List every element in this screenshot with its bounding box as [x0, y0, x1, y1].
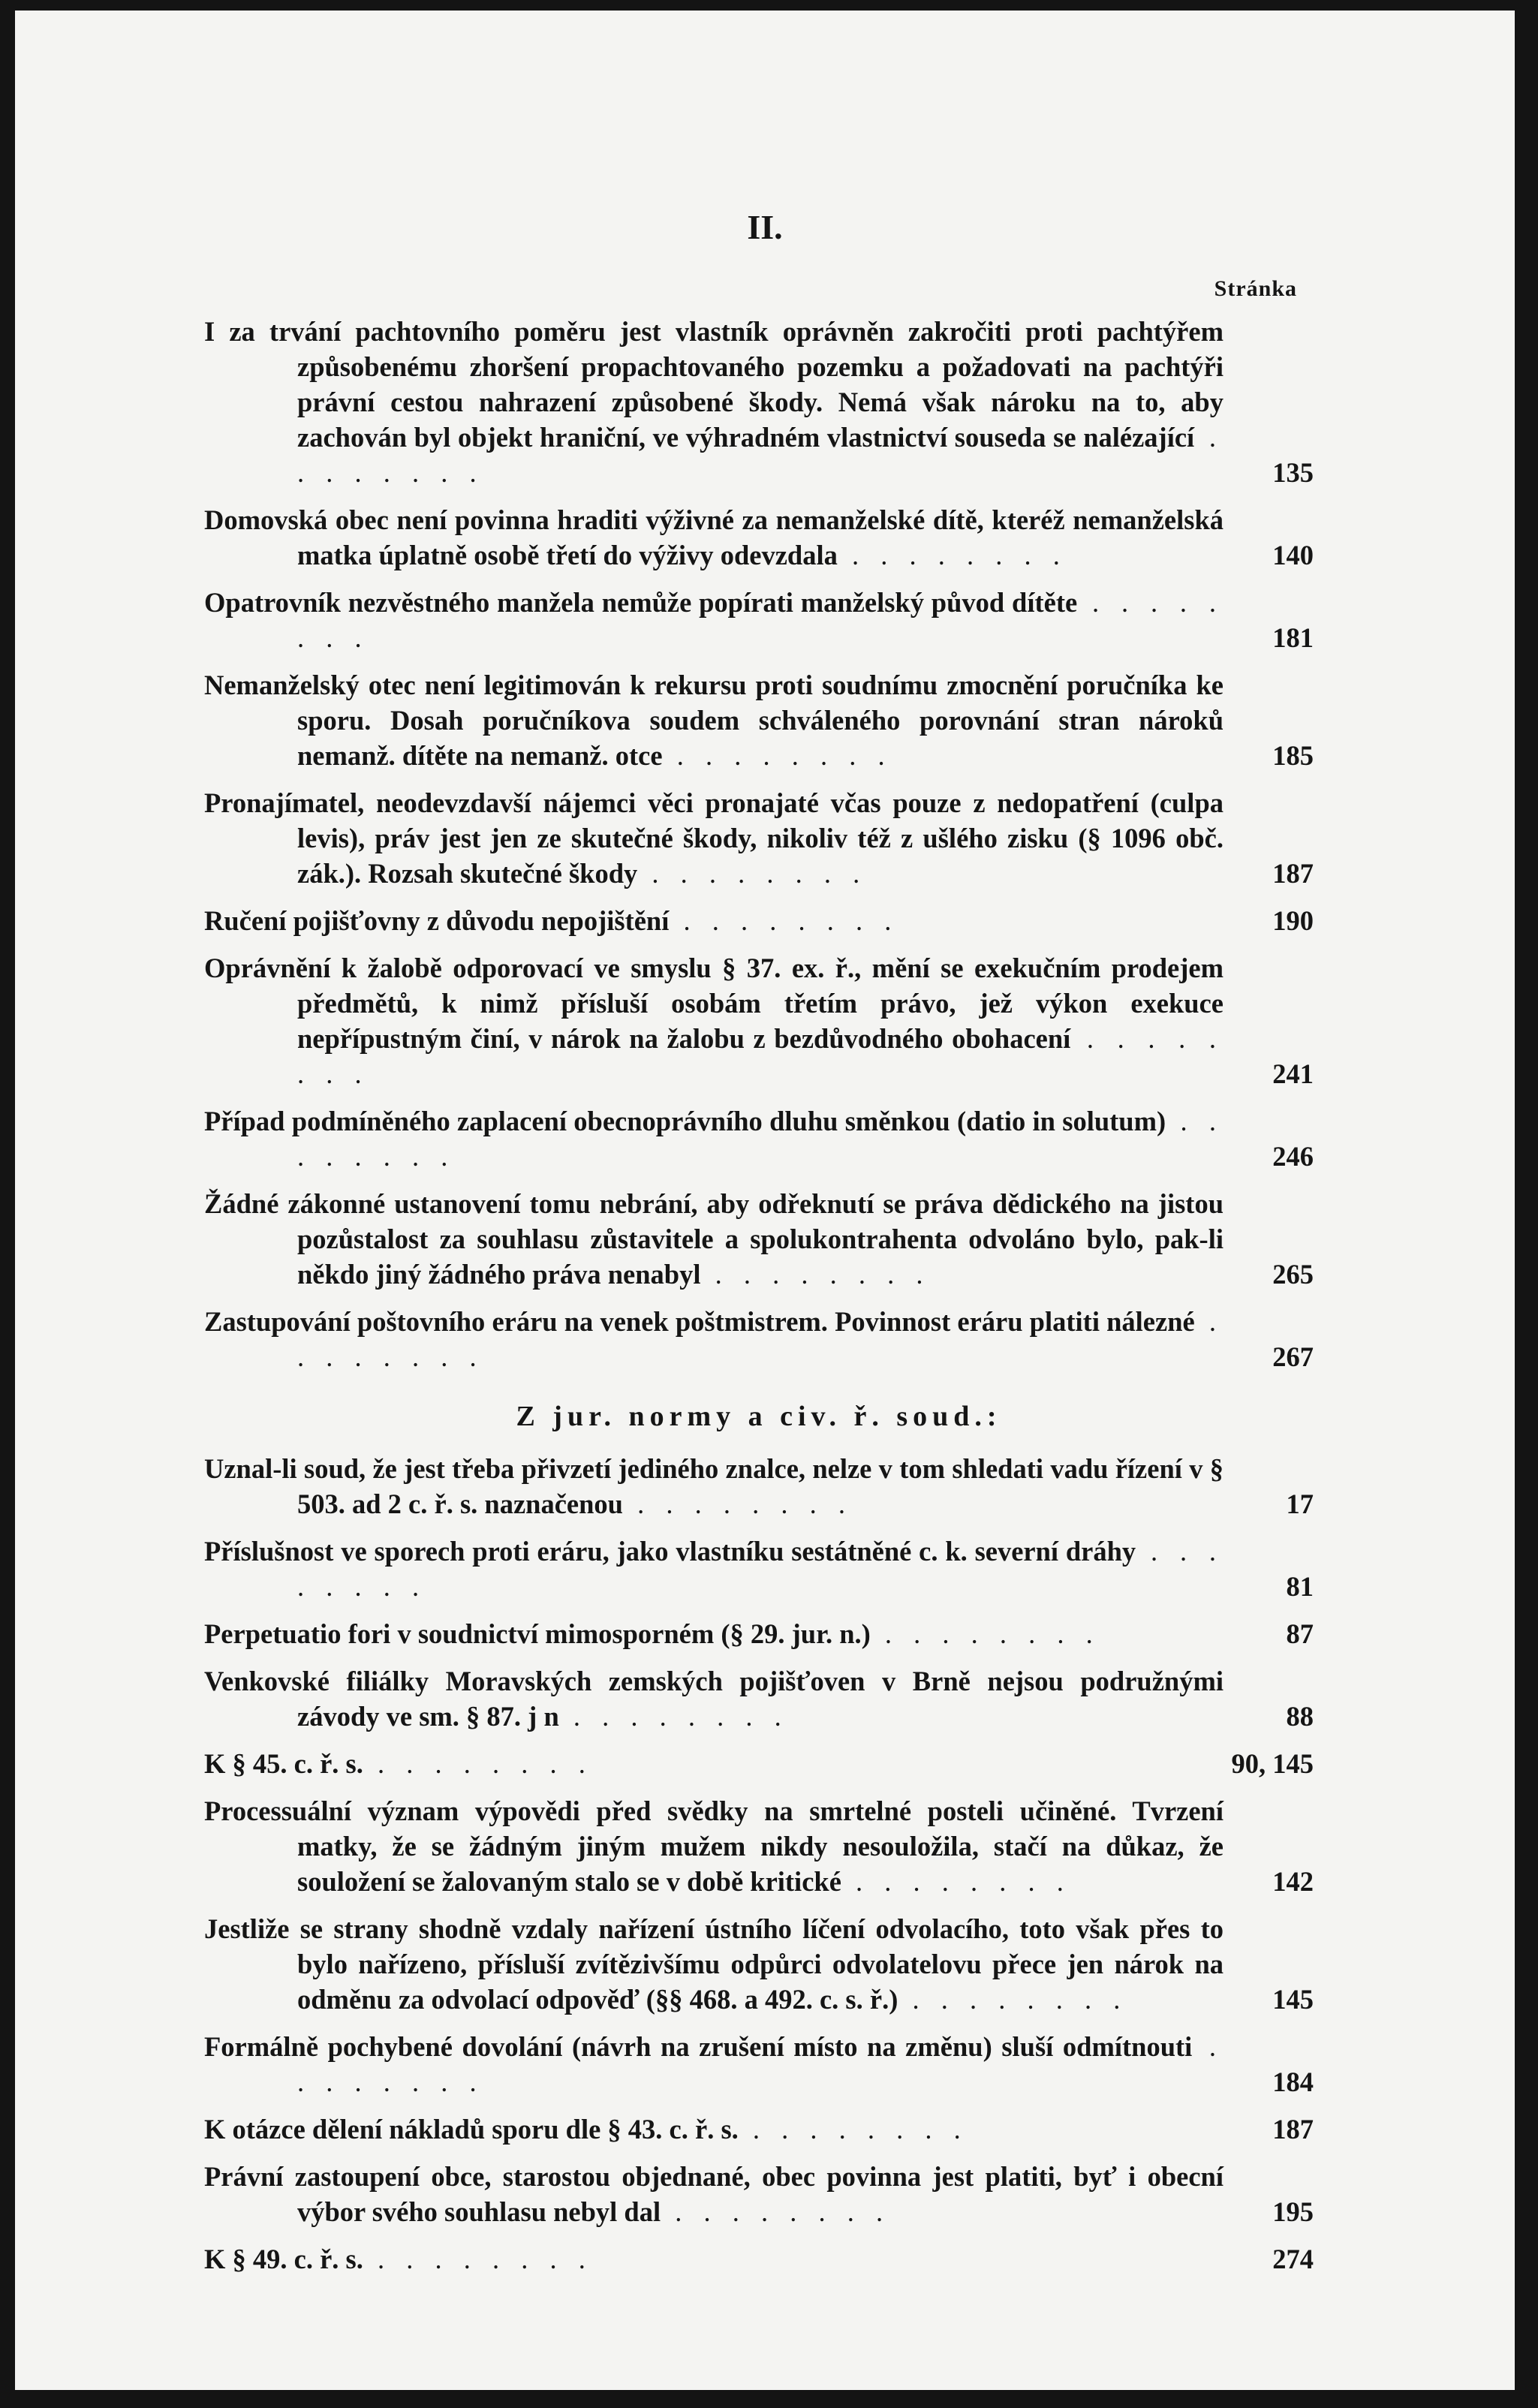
leader-dots: . . . . . . . . — [738, 2114, 968, 2145]
leader-dots: . . . . . . . . — [837, 540, 1067, 570]
leader-dots: . . . . . . . . — [297, 587, 1223, 653]
toc-page-number: 195 — [1272, 2196, 1314, 2227]
page-heading: II. — [747, 208, 783, 246]
toc-page-number: 187 — [1272, 2114, 1314, 2145]
toc-list-procedure — [204, 1451, 1314, 2277]
leader-dots: . . . . . . . . — [297, 1306, 1223, 1372]
section-heading: Z jur. normy a civ. ř. soud.: — [516, 1401, 1002, 1432]
toc-entry-text: Jestliže se strany shodně vzdaly nařízení ústního líčení odvolacího, toto však přes to bylo nařízeno, přísluší zvítězivšímu odpůrci odvolatelovu přece jen nárok na odměnu za odvolací odpověď (§§ 468. a 492. c. s. ř.) . . . . . . . . — [204, 1913, 1223, 2015]
leader-dots: . . . . . . . . — [700, 1259, 931, 1290]
toc-entry-text: Opatrovník nezvěstného manžela nemůže popírati manželský původ dítěte . . . . . . . . — [204, 587, 1223, 653]
toc-page-number: 135 — [1272, 457, 1314, 488]
table-of-contents — [204, 314, 1314, 2289]
toc-page-number: 265 — [1272, 1259, 1314, 1290]
toc-page-number: 88 — [1286, 1701, 1314, 1732]
toc-entry — [204, 1616, 1314, 1651]
toc-entry-text: Právní zastoupení obce, starostou objednané, obec povinna jest platiti, byť i obecní výbor svého souhlasu nebyl dal . . . . . . . . — [204, 2161, 1223, 2227]
leader-dots: . . . . . . . . — [662, 740, 892, 771]
toc-page-number: 140 — [1272, 540, 1314, 570]
toc-page-number: 241 — [1272, 1058, 1314, 1089]
toc-entry — [204, 785, 1314, 891]
toc-entry — [204, 2241, 1314, 2277]
toc-page-number: 17 — [1286, 1488, 1314, 1519]
toc-entry-text: Processuální význam výpovědi před svědky na smrtelné posteli učiněné. Tvrzení matky, že se žádným jiným mužem nikdy nesouložila, stačí na důkaz, že souložení se žalovaným stalo se v době kritické . . . . . . . . — [204, 1795, 1223, 1897]
toc-page-number: 87 — [1286, 1618, 1314, 1649]
toc-entry-text: K otázce dělení nákladů sporu dle § 43. c. ř. s. . . . . . . . . — [204, 2114, 968, 2145]
toc-entry-text: K § 49. c. ř. s. . . . . . . . . — [204, 2244, 593, 2274]
toc-entry — [204, 1451, 1314, 1522]
toc-page-number: 190 — [1272, 905, 1314, 936]
leader-dots: . . . . . . . . — [841, 1866, 1071, 1897]
leader-dots: . . . . . . . . — [297, 422, 1223, 488]
toc-entry — [204, 903, 1314, 938]
toc-entry — [204, 667, 1314, 773]
toc-list-general — [204, 314, 1314, 1374]
toc-entry-text: Perpetuatio fori v soudnictví mimosporném (§ 29. jur. n.) . . . . . . . . — [204, 1618, 1100, 1649]
toc-entry-text: Venkovské filiálky Moravských zemských pojišťoven v Brně nejsou podružnými závody ve sm. § 87. j n . . . . . . . . — [204, 1666, 1223, 1732]
book-page — [15, 11, 1515, 2390]
toc-entry-text: Pronajímatel, neodevzdavší nájemci věci pronajaté včas pouze z nedopatření (culpa levis), práv jest jen ze skutečné škody, nikoliv též z ušlého zisku (§ 1096 obč. zák.). Rozsah skutečné škody . . . . . . . . — [204, 787, 1223, 889]
toc-page-number: 187 — [1272, 858, 1314, 889]
toc-page-number: 142 — [1272, 1866, 1314, 1897]
toc-page-number: 181 — [1272, 622, 1314, 653]
toc-page-number: 246 — [1272, 1141, 1314, 1172]
toc-page-number: 90, 145 — [1231, 1748, 1314, 1779]
toc-entry-text: Příslušnost ve sporech proti eráru, jako vlastníku sestátněné c. k. severní dráhy . . . . . . . . — [204, 1536, 1224, 1602]
leader-dots: . . . . . . . . — [297, 1106, 1223, 1172]
toc-entry — [204, 1304, 1314, 1374]
toc-entry — [204, 1186, 1314, 1292]
toc-entry-text: Oprávnění k žalobě odporovací ve smyslu § 37. ex. ř., mění se exekučním prodejem předmětů, k nimž přísluší osobám třetím právo, jež výkon exekuce nepřípustným činí, v nárok na žalobu z bezdůvodného obohacení . . . . . . . . — [204, 953, 1223, 1089]
toc-entry-text: Formálně pochybené dovolání (návrh na zrušení místo na změnu) sluší odmítnouti . . . . . . . . — [204, 2031, 1224, 2097]
toc-entry-text: Žádné zákonné ustanovení tomu nebrání, aby odřeknutí se práva dědického na jistou pozůstalost za souhlasu zůstavitele a spolukontrahenta odvoláno bylo, pak-li někdo jiný žádného práva nenabyl . . . . . . . . — [204, 1188, 1223, 1290]
toc-entry — [204, 1534, 1314, 1604]
toc-entry — [204, 314, 1314, 490]
toc-entry — [204, 585, 1314, 655]
leader-dots: . . . . . . . . — [558, 1701, 789, 1732]
leader-dots: . . . . . . . . — [669, 905, 899, 936]
toc-page-number: 274 — [1272, 2244, 1314, 2274]
toc-page-number: 267 — [1272, 1341, 1314, 1372]
toc-entry — [204, 1911, 1314, 2017]
toc-entry-text: K § 45. c. ř. s. . . . . . . . . — [204, 1748, 593, 1779]
toc-page-number: 81 — [1286, 1571, 1314, 1602]
toc-entry-text: Uznal-li soud, že jest třeba přivzetí jediného znalce, nelze v tom shledati vadu řízení v § 503. ad 2 c. ř. s. naznačenou . . . . . . . . — [204, 1453, 1223, 1519]
toc-page-number: 145 — [1272, 1984, 1314, 2015]
leader-dots: . . . . . . . . — [297, 2031, 1224, 2097]
toc-entry — [204, 1103, 1314, 1174]
toc-entry-text: Nemanželský otec není legitimován k rekursu proti soudnímu zmocnění poručníka ke sporu. Dosah poručníkova soudem schváleného porovnání stran nároků nemanž. dítěte na nemanž. otce . . . . . . . . — [204, 670, 1223, 771]
toc-page-number: 184 — [1272, 2066, 1314, 2097]
toc-entry — [204, 1793, 1314, 1899]
toc-entry-text: Zastupování poštovního eráru na venek poštmistrem. Povinnost eráru platiti nálezné . . . . . . . . — [204, 1306, 1223, 1372]
leader-dots: . . . . . . . . — [661, 2196, 891, 2227]
leader-dots: . . . . . . . . — [297, 1536, 1224, 1602]
toc-entry-text: Případ podmíněného zaplacení obecnoprávního dluhu směnkou (datio in solutum) . . . . . . . . — [204, 1106, 1223, 1172]
toc-entry — [204, 2029, 1314, 2099]
toc-entry-text: Ručení pojišťovny z důvodu nepojištění . . . . . . . . — [204, 905, 899, 936]
leader-dots: . . . . . . . . — [363, 2244, 593, 2274]
toc-page-number: 185 — [1272, 740, 1314, 771]
toc-entry — [204, 950, 1314, 1091]
leader-dots: . . . . . . . . — [870, 1618, 1100, 1649]
column-header-page: Stránka — [1214, 276, 1297, 301]
toc-entry — [204, 1746, 1314, 1781]
toc-entry — [204, 1663, 1314, 1734]
leader-dots: . . . . . . . . — [622, 1488, 853, 1519]
toc-entry — [204, 502, 1314, 573]
toc-entry-text: I za trvání pachtovního poměru jest vlastník oprávněn zakročiti proti pachtýřem způsobenému zhoršení propachtovaného pozemku a požadovati na pachtýři právní cestou nahrazení způsobené škody. Nemá však nároku na to, aby zachován byl objekt hraniční, ve výhradném vlastnictví souseda se nalézající . . . . . . . . — [204, 316, 1223, 488]
leader-dots: . . . . . . . . — [363, 1748, 593, 1779]
toc-entry-text: Domovská obec není povinna hraditi výživné za nemanželské dítě, kteréž nemanželská matka úplatně osobě třetí do výživy odevzdala . . . . . . . . — [204, 504, 1223, 570]
leader-dots: . . . . . . . . — [898, 1984, 1128, 2015]
toc-entry — [204, 2112, 1314, 2147]
leader-dots: . . . . . . . . — [637, 858, 868, 889]
leader-dots: . . . . . . . . — [297, 1023, 1223, 1089]
toc-entry — [204, 2159, 1314, 2229]
